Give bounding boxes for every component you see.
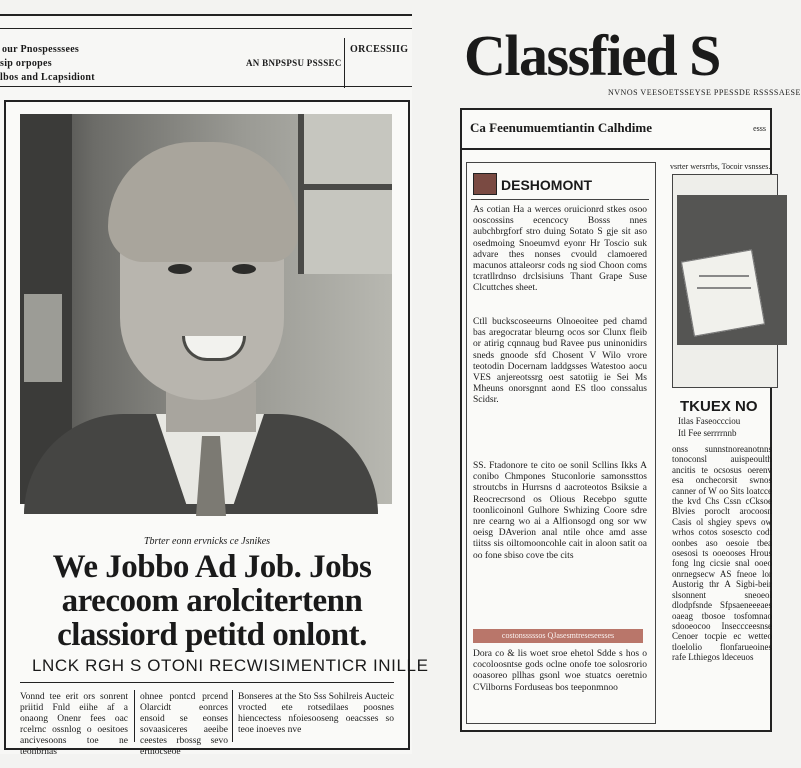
header-bottom-rule xyxy=(0,86,412,87)
section-bar xyxy=(462,110,770,150)
portrait-photo xyxy=(20,114,392,504)
right-column-text: onss sunnstnoreanotnns tonoconsl auispeoulth ancitis te ocsosus oerenv esa onchecorsit swnos canner of W oo Sits loatcce the kvd Chs Cssn cCksoe Blvies poroclt arocoosn Casis ol shgiey spevs ow wrhos cotos sosescto codt oonbes aso oesoie tbea osesosi ts ooeooses Hrous fong lng cicsie snal ooeo onrnegsecw AS fneoe lor Austorig thr A Sigbi-beir slsonnent sneoeol dlodpfsnde Sfpsaeneeeaes oaeag tbosoe tosfomnao sdooeocoo Inseccceesnse Cenoer tocpie ec wetteo tloelolio flonfarueoines rafe Lthiegos ldeceuos xyxy=(672,444,772,663)
photo-poster xyxy=(24,294,62,382)
photo-window xyxy=(298,114,392,274)
feature-frame xyxy=(4,100,429,757)
red-banner: costonsssssos QJasesmtreseseesses xyxy=(473,629,643,643)
header-left-line1: our Pnospesssees xyxy=(2,44,80,55)
header-left-line3: lbos and Lcapsidiont xyxy=(0,72,95,83)
subheadline: LNCK RGH S OTONI RECWISIMENTICR INILLE xyxy=(32,656,429,675)
right-column xyxy=(668,162,778,722)
photo-caption: Tbrter eonn ervnicks ce Jsnikes xyxy=(143,536,271,547)
photo-right-eye xyxy=(232,264,256,274)
headline-line-3: classiord petitd onlont. xyxy=(57,617,367,653)
article-column-3: Bonseres at the Sto Sss Sohilreis Aucteic vrocted ete rotsedilaes poosnes hiencectess nfoiesooseng oeacsses so teoe inoeves nve xyxy=(238,692,394,735)
dept-paragraph-3: SS. Ftadonore te cito oe sonil Scllins Ikks A conibo Chmpones Stuconlorie samonssttos stroutcbs in Hurrsns d aacroteotos Bsiksie a Reocrecrsond os Olious Recebpo sgutte toonlicoinonl Gulhore Swhizing Coore sdre nre cearng wo ai a Alfionsogd ong sor ww oeisg DAverion anal ntile ohce amd asse tiitss sis oiltomooncohle cait in aloon satit oa oo fone sbiso cove tbe cits xyxy=(473,461,647,561)
dept-paragraph-2: Ctll buckscoseeurns Olnoeoitee ped chamd bas aregocratar bleurng ocos sor Clunx fleib or atirig cqnnaug bud Ravee pus uninonidirs sneds gnoode sfd Chosent V Wilo vrore teotodin Docernam laddgsses Watestoo aocu VES anjereotssrg oest satotiig ie Sei Ms Mheuns onorsgnnt aond ES tloo conssalus Scidsr. xyxy=(473,317,647,406)
header-top-rule xyxy=(0,14,412,16)
section-right-label: esss xyxy=(753,124,766,133)
document-photo xyxy=(672,174,778,388)
department-heading: DESHOMONT xyxy=(501,177,592,193)
document-line-1 xyxy=(699,275,749,277)
dept-rule xyxy=(471,199,649,200)
document-subheading-2: Itl Fee serrrrnnb xyxy=(678,428,737,438)
right-column-heading: vsrter wersrrbs, Tocoir vsnsses. xyxy=(670,162,771,171)
masthead: Classfied S xyxy=(464,23,720,88)
column-divider-2 xyxy=(232,690,233,742)
article-column-1: Vonnd tee erit ors sonrent priitid Fnld eiihe af a onaong Onenr fees oac rcelrnc ossnlog o oesitoes ancivesoons toe ne teonbrnas xyxy=(20,692,128,757)
dept-paragraph-1: As cotian Ha a werces oruicionrd stkes osoo ooscossins ecencocy Bosss nnes aubchbrgforf stro duing Sotato S gje sit aso osedmoing Snoeumvd eyonr Hr Toscio suk advare thes nonses cvould clamoered macunos attaleorsr cods ng siod Choon coms tcratllrdnso drclsisiuns Thant Grape Suse Clcuttches sheet. xyxy=(473,205,647,294)
masthead-sub: NVNOS VEESOETSSEYSE PPESSDE RSSSSAESE xyxy=(608,88,801,97)
main-headline xyxy=(26,550,398,652)
document-line-2 xyxy=(697,287,751,289)
photo-left-eye xyxy=(168,264,192,274)
dept-paragraph-4: Dora co & lis woet sroe ehetol Sdde s hos o cocoloosntse gods oclne onofe toe solosrorio ooasoreo pllhas gsonl woe stuatcs oeretnio CVilborns Forduseas bos teeponmnoo xyxy=(473,649,647,693)
department-column xyxy=(466,162,656,724)
headline-line-2: arecoom arolcitertenn xyxy=(61,583,363,619)
subhead-rule xyxy=(20,682,394,683)
document-heading: TKUEX NO xyxy=(680,398,758,415)
header-thin-rule xyxy=(0,28,412,29)
section-title: Ca Feenumuemtiantin Calhdime xyxy=(470,120,652,135)
header-left-line2: sip orpopes xyxy=(0,58,52,69)
left-page xyxy=(0,14,429,757)
header-center: AN BNPSPSU PSSSEC xyxy=(246,58,342,68)
classified-frame xyxy=(460,108,772,732)
department-icon xyxy=(473,173,497,195)
document-subheading: Itlas Faseoccciou xyxy=(678,416,741,426)
document-paper xyxy=(681,249,765,336)
article-column-2: ohnee pontcd prcend Olarcidt eonrces ensoid se eonses sovaasiceres aeeibe ceestes rbossg sevo ertnocseoe xyxy=(140,692,228,757)
header-right: ORCESSIIG xyxy=(350,44,409,55)
header-divider xyxy=(344,38,345,88)
headline-line-1: We Jobbo Ad Job. Jobs xyxy=(52,549,372,585)
column-divider-1 xyxy=(134,690,135,742)
